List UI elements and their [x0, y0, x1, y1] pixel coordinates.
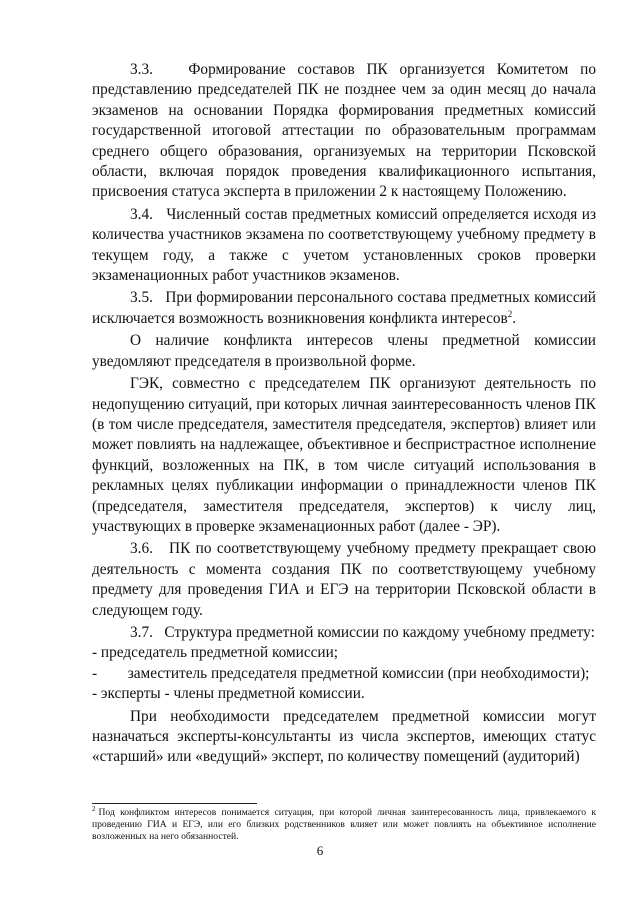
paragraph-3-5-text: 3.5. При формировании персонального состава предметных комиссий исключается возможность возникновения конфликта интересов	[92, 289, 596, 327]
footnote-divider	[92, 803, 257, 804]
list-item-chair: - председатель предметной комиссии;	[92, 644, 339, 662]
paragraph-conflict-notice: О наличие конфликта интересов члены предметной комиссии уведомляют председателя в произвольной форме.	[92, 332, 596, 370]
paragraph-consultants: При необходимости председателем предметной комиссии могут назначаться эксперты-консультанты из числа экспертов, имеющих статус «старший» или «ведущий» эксперт, по количеству помещений (аудиторий)	[92, 707, 596, 766]
page-number: 6	[316, 843, 324, 858]
list-item-deputy: - заместитель председателя предметной комиссии (при необходимости);	[92, 664, 590, 682]
footnote-text: Под конфликтом интересов понимается ситуация, при которой личная заинтересованность лица, привлекаемого к проведению ГИА и ЕГЭ, или его близких родственников влияет или может повлиять на объективное исполнение возложенных на него обязанностей.	[92, 807, 596, 842]
list-item-experts: - эксперты - члены предметной комиссии.	[92, 685, 365, 703]
footnote-reference: 2	[507, 308, 513, 319]
paragraph-gek: ГЭК, совместно с председателем ПК организуют деятельность по недопущению ситуаций, при которых личная заинтересованность членов ПК (в том числе председателя, заместителя председателя, экспертов) влияет или может повлиять на надлежащее, объективное и беспристрастное исполнение функций, возложенных на ПК, в том числе ситуаций использования в рекламных целях публикации информации о принадлежности членов ПК (председателя, заместителя председателя, экспертов) к числу лиц, участвующих в проверке экзаменационных работ (далее - ЭР).	[92, 375, 596, 535]
footnote-number: 2	[92, 804, 96, 813]
paragraph-3-7: 3.7. Структура предметной комиссии по каждому учебному предмету:	[130, 623, 595, 641]
paragraph-3-4: 3.4. Численный состав предметных комиссий определяется исходя из количества участников экзамена по соответствующему учебному предмету в текущем году, а также с учетом установленных сроков проверки экзаменационных работ участников экзаменов.	[92, 205, 596, 285]
paragraph-3-5-tail: .	[512, 309, 517, 327]
footnote	[92, 804, 596, 842]
paragraph-3-3: 3.3. Формирование составов ПК организуется Комитетом по представлению председателей ПК не позднее чем за один месяц до начала экзаменов на основании Порядка формирования предметных комиссий государственной итоговой аттестации по образовательным программам среднего общего образования, организуемых на территории Псковской области, включая порядок проведения квалификационного испытания, присвоения статуса эксперта в приложении 2 к настоящему Положению.	[92, 61, 596, 201]
body-text	[92, 60, 596, 770]
paragraph-3-6: 3.6. ПК по соответствующему учебному предмету прекращает свою деятельность с момента создания ПК по соответствующему учебному предмету для проведения ГИА и ЕГЭ на территории Псковской области в следующем году.	[92, 540, 596, 619]
paragraph-3-5	[92, 288, 596, 329]
